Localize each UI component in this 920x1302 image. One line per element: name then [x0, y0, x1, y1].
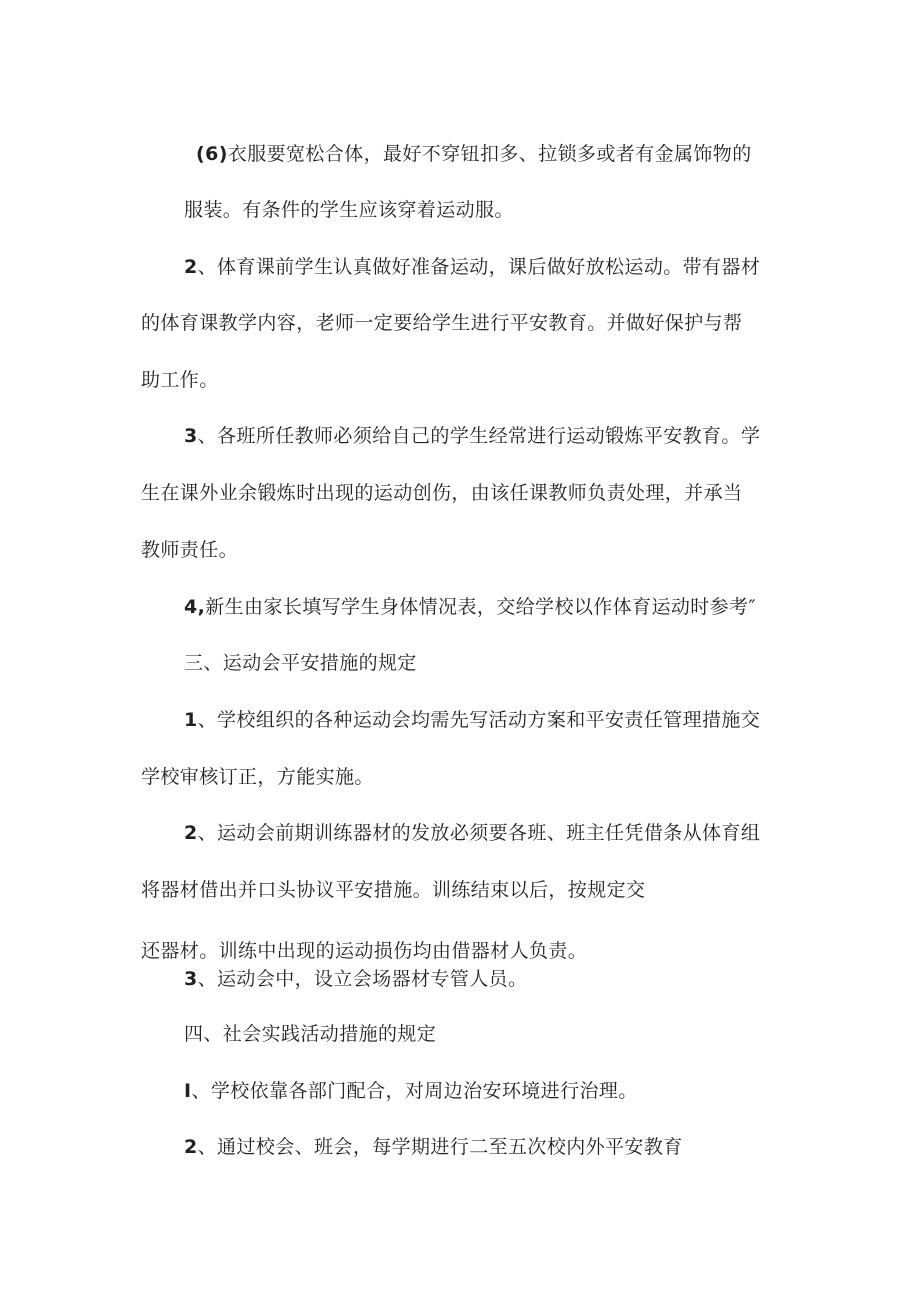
- section-heading: [184, 650, 417, 676]
- text-line: [196, 141, 752, 167]
- item-number: I: [184, 1080, 192, 1102]
- text-line: [141, 537, 238, 563]
- line-text: 三、运动会平安措施的规定: [184, 652, 417, 674]
- text-line: [141, 764, 374, 790]
- item-number: 2: [184, 1136, 198, 1158]
- line-text: 学校审核订正，方能实施。: [141, 766, 374, 788]
- text-line: [184, 820, 760, 846]
- line-text: 的体育课教学内容，老师一定要给学生进行平安教育。并做好保护与帮: [141, 312, 743, 334]
- line-text: 、各班所任教师必须给自己的学生经常进行运动锻炼平安教育。学: [197, 425, 761, 447]
- text-line: [141, 938, 587, 964]
- item-number: 3: [184, 968, 198, 990]
- line-text: 助工作。: [141, 369, 219, 391]
- text-line: [184, 966, 527, 992]
- text-line: [184, 1134, 683, 1160]
- line-text: 衣服要宽松合体，最好不穿钮扣多、拉锁多或者有金属饰物的: [227, 143, 752, 165]
- text-line: [184, 1078, 638, 1104]
- line-text: 服装。有条件的学生应该穿着运动服。: [184, 199, 514, 221]
- text-line: [184, 594, 756, 620]
- item-number: 2: [184, 256, 198, 278]
- text-line: [184, 197, 514, 223]
- line-text: 、学校依靠各部门配合，对周边治安环境进行治理。: [191, 1080, 638, 1102]
- line-text: 将器材借出并口头协议平安措施。训练结束以后，按规定交: [141, 879, 646, 901]
- text-line: [141, 310, 742, 336]
- item-number: 4,: [184, 596, 206, 618]
- text-line: [184, 254, 760, 280]
- section-heading: [184, 1021, 436, 1047]
- line-text: 、运动会中，设立会场器材专管人员。: [197, 968, 528, 990]
- line-text: 四、社会实践活动措施的规定: [184, 1023, 437, 1045]
- text-line: [184, 423, 760, 449]
- line-text: 教师责任。: [141, 539, 239, 561]
- item-number: (6): [196, 143, 228, 165]
- item-number: 2: [184, 822, 198, 844]
- line-text: 、运动会前期训练器材的发放必须要各班、班主任凭借条从体育组: [197, 822, 761, 844]
- line-text: 生在课外业余锻炼时出现的运动创伤，由该任课教师负责处理，并承当: [141, 482, 743, 504]
- item-number: 1: [184, 709, 198, 731]
- line-text: 、学校组织的各种运动会均需先写活动方案和平安责任管理措施交: [197, 709, 761, 731]
- line-text: 、体育课前学生认真做好准备运动，课后做好放松运动。带有器材: [197, 256, 761, 278]
- text-line: [141, 367, 219, 393]
- text-line: [141, 877, 645, 903]
- item-number: 3: [184, 425, 198, 447]
- text-line: [141, 480, 742, 506]
- text-line: [184, 707, 760, 733]
- line-text: 、通过校会、班会，每学期进行二至五次校内外平安教育: [197, 1136, 683, 1158]
- line-text: 还器材。训练中出现的运动损伤均由借器材人负责。: [141, 940, 588, 962]
- line-text: 新生由家长填写学生身体情况表，交给学校以作体育运动时参考″: [205, 596, 756, 618]
